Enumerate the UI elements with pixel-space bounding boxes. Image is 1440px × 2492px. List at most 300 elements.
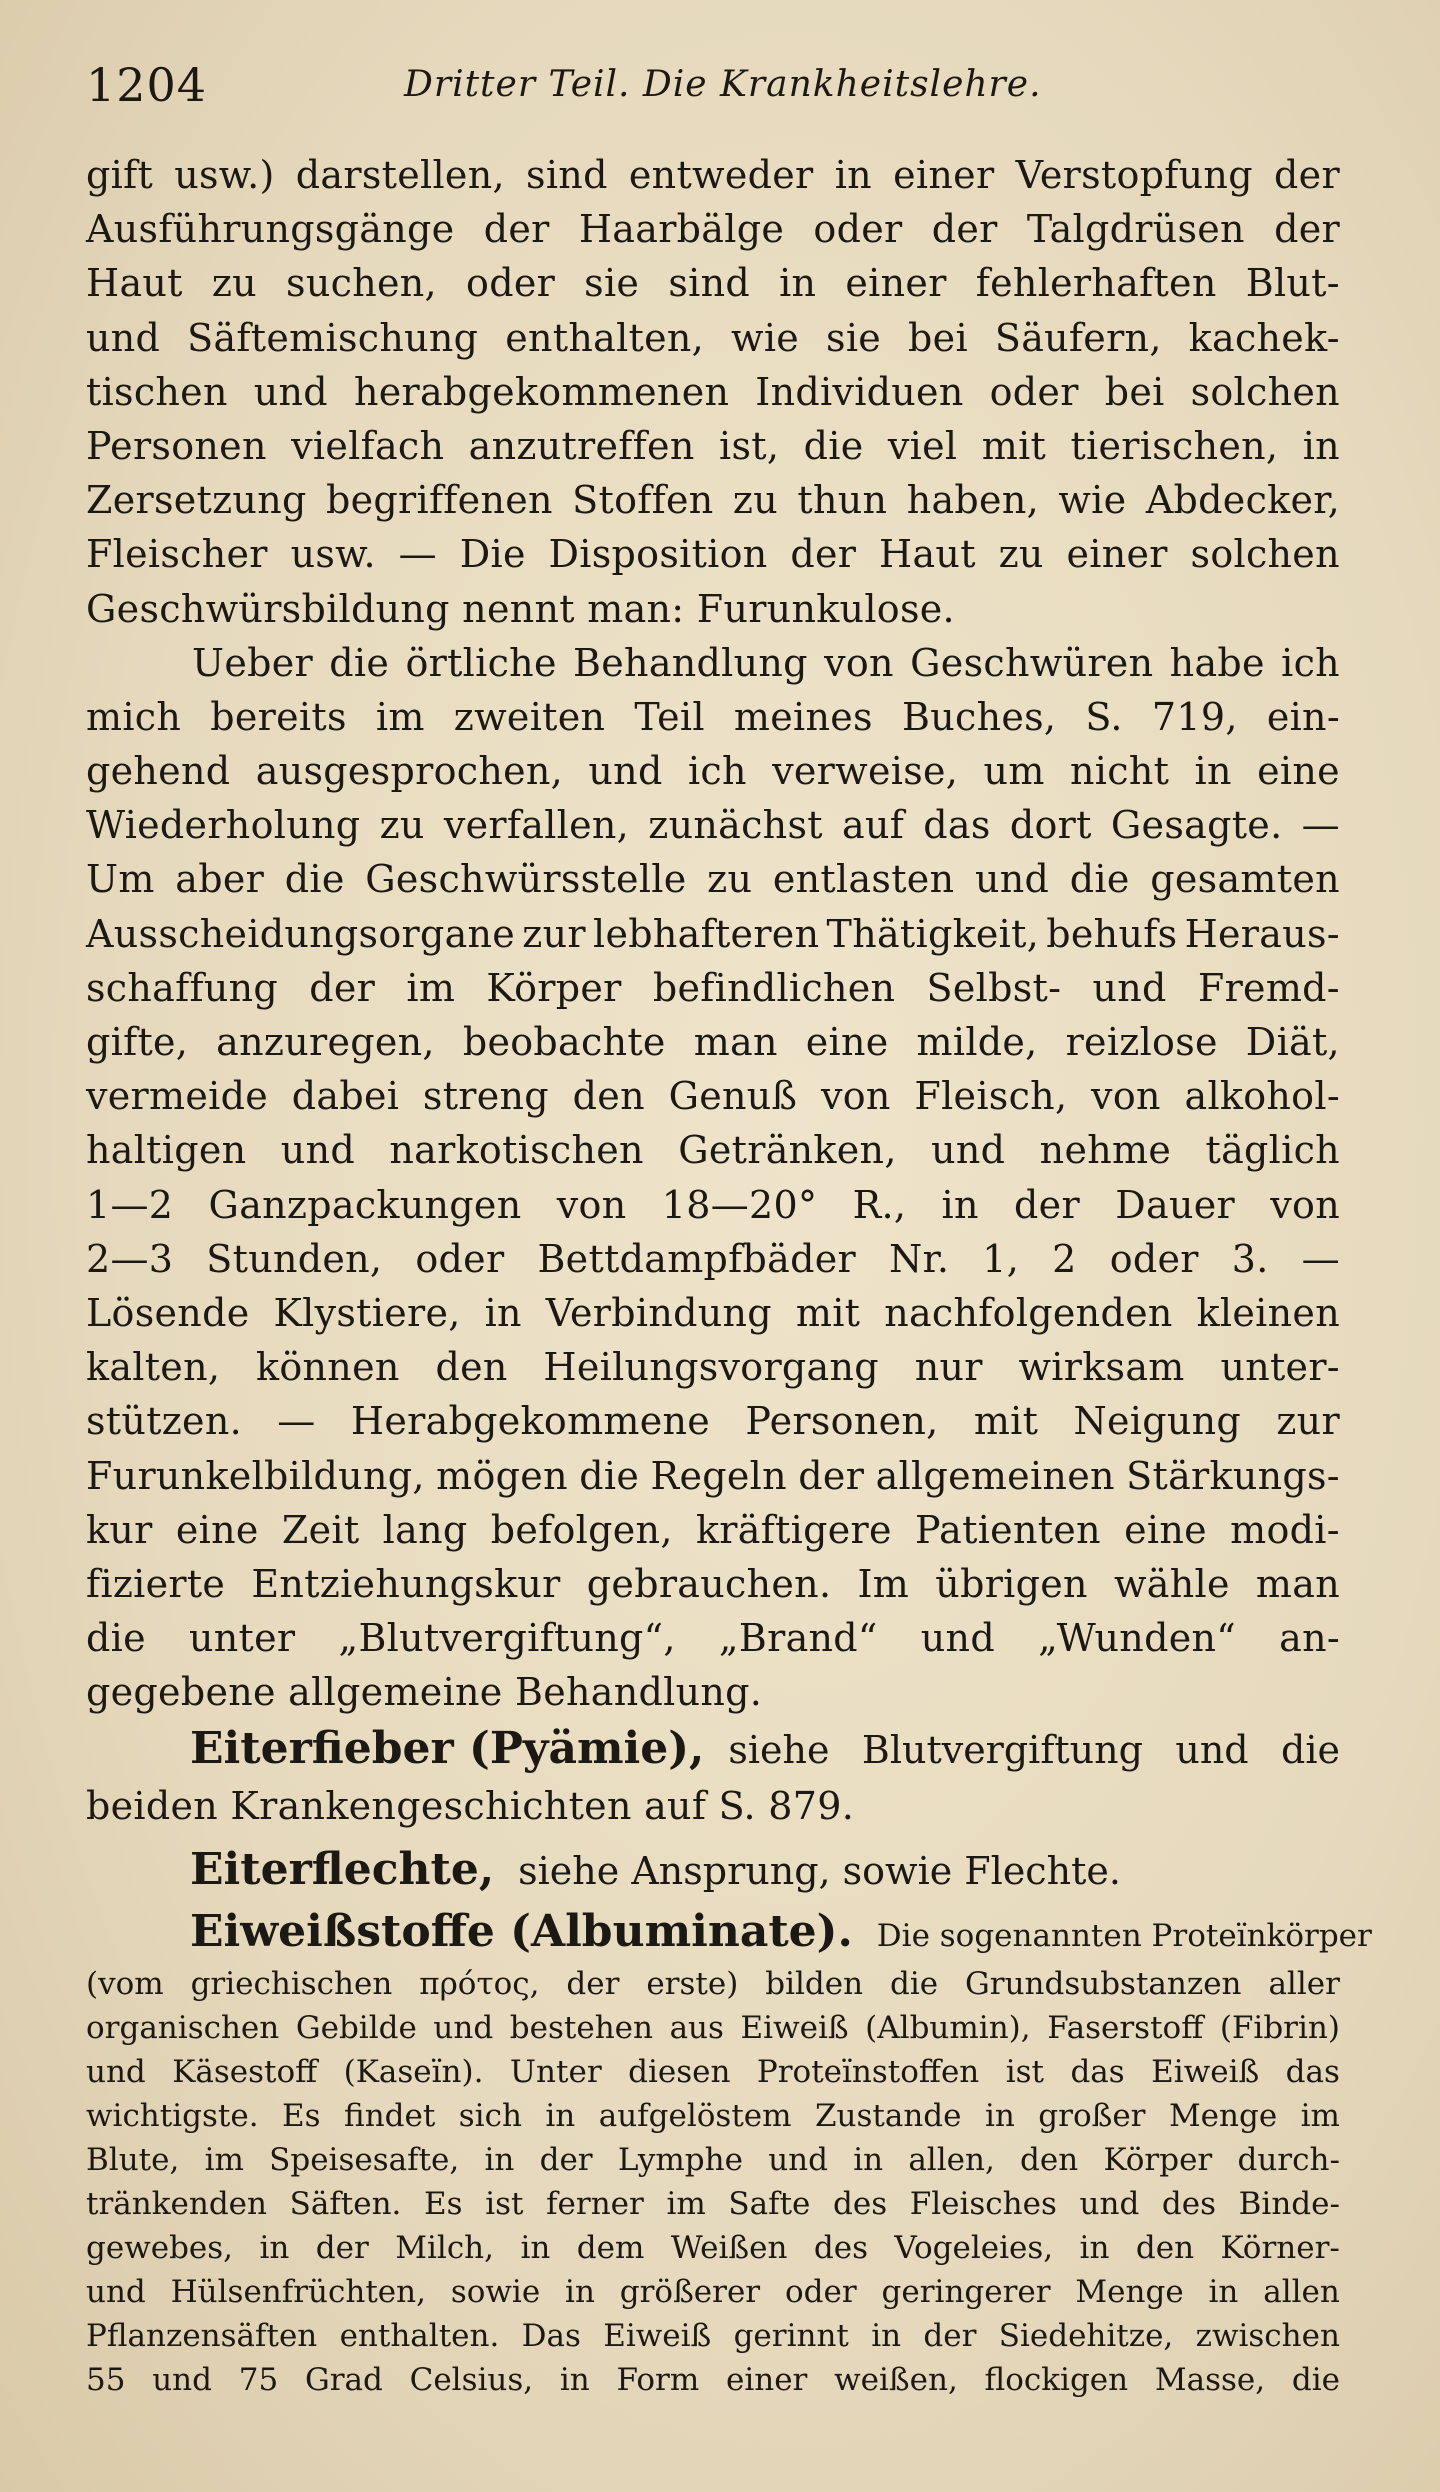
- word: Lösende: [86, 1290, 250, 1335]
- word: Genuß: [668, 1074, 798, 1119]
- word: Dauer: [1115, 1182, 1235, 1227]
- word: zu: [707, 857, 753, 902]
- word: mich: [86, 694, 182, 739]
- word: tierischen,: [1070, 423, 1279, 468]
- word: wichtigste.: [86, 2097, 259, 2134]
- word: Hülsenfrüchten,: [170, 2274, 426, 2311]
- word: Um: [86, 857, 155, 902]
- word: der: [566, 1965, 620, 2002]
- word: Talgdrüsen: [1026, 207, 1245, 252]
- word: unter-: [1220, 1345, 1340, 1390]
- word: einer: [893, 153, 995, 197]
- word: und: [86, 2274, 146, 2311]
- word: in: [520, 2230, 551, 2267]
- word: fehlerhaften: [975, 261, 1217, 306]
- word: im: [375, 694, 425, 739]
- word: Haarbälge: [578, 207, 785, 252]
- word: und: [1079, 2186, 1140, 2223]
- word: wie: [731, 315, 800, 360]
- word: Fremd-: [1197, 965, 1340, 1010]
- word: solchen: [1190, 532, 1340, 577]
- word: einer: [725, 2362, 808, 2399]
- word: oder: [813, 207, 903, 252]
- text-line: [86, 311, 1340, 365]
- word: und: [253, 369, 328, 414]
- word: der: [483, 207, 550, 252]
- text-line: [86, 852, 1340, 906]
- word: flockigen: [984, 2362, 1129, 2399]
- word: oder: [1109, 1236, 1199, 1281]
- word: begriffenen: [325, 478, 553, 523]
- word: Menge: [1168, 2097, 1278, 2134]
- word: Zeit: [281, 1507, 360, 1552]
- word: organischen: [86, 2009, 280, 2046]
- word: der: [923, 2318, 977, 2355]
- word: gesamten: [1150, 857, 1340, 902]
- word: in: [941, 1182, 979, 1227]
- word: sie: [584, 261, 640, 306]
- text-line: [86, 636, 1340, 690]
- paragraph-behandlung: [86, 636, 1340, 1720]
- word: der: [1014, 1182, 1080, 1227]
- entry-text: siehe Ansprung, sowie Flechte.: [518, 1848, 1121, 1893]
- word: ausgesprochen,: [255, 749, 564, 794]
- word: Verstopfung: [1015, 153, 1253, 197]
- word: die: [284, 857, 345, 902]
- text-line: Geschwürsbildung nennt man: Furunkulose.: [86, 586, 955, 631]
- word: aller: [1268, 1965, 1340, 2002]
- word: tischen: [86, 369, 228, 414]
- word: und: [280, 1128, 355, 1173]
- word: das: [1070, 2053, 1125, 2090]
- word: der: [1274, 207, 1340, 252]
- word: „Blutvergiftung“,: [338, 1616, 676, 1661]
- text-line: [86, 419, 1340, 473]
- word: in: [871, 2318, 902, 2355]
- word: und: [768, 2142, 828, 2178]
- word: sie: [826, 315, 882, 360]
- word: Zersetzung: [86, 478, 307, 523]
- entry-heading-line: [86, 1719, 1340, 1779]
- word: entlasten: [772, 857, 955, 902]
- headword-eiweissstoffe: Eiweißstoffe (Albuminate).: [190, 1905, 853, 1957]
- word: eine: [175, 1507, 259, 1552]
- page-number: 1204: [86, 58, 208, 112]
- word: kur: [86, 1507, 153, 1552]
- text-line: [86, 1232, 1340, 1286]
- running-head: Dritter Teil. Die Krankheitslehre.: [404, 64, 1042, 105]
- word: in: [984, 2097, 1015, 2134]
- word: aber: [175, 857, 265, 902]
- word: und: [433, 2009, 494, 2046]
- word: lebhafteren: [593, 911, 820, 956]
- word: Eiweiß: [603, 2318, 712, 2355]
- word: Speisesafte,: [269, 2142, 460, 2178]
- word: Unter: [509, 2053, 602, 2090]
- word: Eiweiß: [1151, 2053, 1260, 2090]
- word: Proteïnstoffen: [756, 2053, 980, 2090]
- word: von: [824, 640, 894, 685]
- word: stützen.: [86, 1399, 242, 1444]
- entry-eiweissstoffe: [86, 1902, 1372, 2403]
- word: ferner: [546, 2186, 644, 2223]
- text-line: [86, 365, 1340, 419]
- word: bereits: [210, 694, 347, 739]
- word: von: [1091, 1074, 1161, 1119]
- word: größerer: [619, 2274, 761, 2311]
- paragraph-furunkulose: [86, 148, 1340, 636]
- word: Nr.: [889, 1236, 950, 1281]
- word: Stunden,: [206, 1236, 383, 1281]
- word: das: [923, 803, 991, 848]
- entry-text: Die sogenannten Proteïnkörper: [876, 1917, 1372, 1954]
- word: in: [484, 2142, 515, 2178]
- word: enthalten,: [505, 315, 705, 360]
- text-line: [86, 1449, 1340, 1503]
- word: der: [798, 1453, 865, 1498]
- word: an-: [1279, 1616, 1340, 1661]
- word: von: [556, 1182, 627, 1227]
- word: Menge: [1075, 2274, 1184, 2311]
- text-line: [86, 907, 1340, 961]
- word: gehend: [86, 749, 231, 794]
- word: Säftemischung: [187, 315, 479, 360]
- word: Stoffen: [572, 478, 714, 523]
- word: sind: [668, 261, 750, 306]
- word: Regeln: [650, 1453, 787, 1498]
- word: einer: [1066, 532, 1168, 577]
- word: vermeide: [86, 1074, 269, 1119]
- word: in: [853, 2142, 884, 2178]
- word: Grundsubstanzen: [964, 1965, 1242, 2002]
- word: 3.: [1231, 1236, 1269, 1281]
- word: Säufern,: [994, 315, 1162, 360]
- word: in: [259, 2230, 290, 2267]
- word: zur: [1276, 1399, 1340, 1444]
- word: mit: [973, 1399, 1039, 1444]
- word: Disposition: [548, 532, 768, 577]
- word: Es: [282, 2097, 321, 2134]
- word: zu: [379, 803, 425, 848]
- word: kleinen: [1196, 1290, 1340, 1335]
- text-line: [86, 1611, 1340, 1665]
- word: Siedehitze,: [998, 2318, 1174, 2355]
- word: im: [406, 965, 456, 1010]
- word: Verbindung: [545, 1290, 772, 1335]
- text-line: [86, 1015, 1340, 1069]
- word: in: [779, 261, 817, 306]
- word: viel: [887, 423, 958, 468]
- word: Fleisch,: [914, 1074, 1068, 1119]
- word: kalten,: [86, 1345, 221, 1390]
- word: haben,: [906, 478, 1039, 523]
- text-line: [86, 1557, 1340, 1611]
- word: dem: [576, 2230, 645, 2267]
- word: Binde-: [1238, 2186, 1340, 2223]
- word: zu: [998, 532, 1044, 577]
- word: des: [833, 2186, 888, 2223]
- word: von: [1270, 1182, 1340, 1227]
- page-header: [86, 58, 1336, 118]
- word: Personen,: [745, 1399, 939, 1444]
- word: meines: [733, 694, 873, 739]
- word: und: [920, 1616, 995, 1661]
- word: in: [559, 2362, 590, 2399]
- word: gebrauchen.: [586, 1561, 832, 1606]
- word: habe: [1169, 640, 1265, 685]
- word: des: [1161, 2186, 1217, 2223]
- word: Ausführungsgänge: [86, 207, 455, 252]
- word: Entziehungskur: [251, 1561, 561, 1606]
- word: um: [983, 749, 1045, 794]
- word: Milch,: [395, 2230, 495, 2267]
- word: Patienten: [915, 1507, 1101, 1552]
- word: Herabgekommene: [350, 1399, 711, 1444]
- word: Individuen: [755, 369, 964, 414]
- word: zunächst: [648, 803, 823, 848]
- word: ist: [485, 2186, 524, 2223]
- word: 55: [86, 2362, 126, 2399]
- word: Selbst-: [926, 965, 1062, 1010]
- word: sowie: [450, 2274, 541, 2311]
- word: enthalten.: [339, 2318, 500, 2355]
- text-line: [86, 527, 1340, 581]
- word: weißen,: [834, 2362, 958, 2399]
- word: S.: [1085, 694, 1123, 739]
- text-line: [86, 2182, 1340, 2226]
- word: Zustande: [814, 2097, 962, 2134]
- word: reizlose: [1065, 1020, 1218, 1064]
- word: Im: [857, 1561, 910, 1606]
- word: zu: [211, 261, 257, 306]
- word: die: [329, 640, 390, 685]
- word: —: [398, 532, 437, 577]
- word: die: [86, 1616, 146, 1661]
- word: bestehen: [509, 2009, 653, 2046]
- word: von: [820, 1074, 891, 1119]
- entry-eiterflechte: [86, 1840, 1340, 1900]
- word: (Albumin),: [865, 2009, 1031, 2046]
- word: Pflanzensäften: [86, 2318, 318, 2355]
- word: allen: [1263, 2274, 1340, 2311]
- word: 2—3: [86, 1236, 174, 1281]
- word: —: [1301, 1236, 1340, 1281]
- word: Faserstoff: [1047, 2009, 1204, 2046]
- word: anzuregen,: [216, 1020, 435, 1064]
- word: vielfach: [291, 423, 445, 468]
- word: den: [1135, 2230, 1195, 2267]
- word: narkotischen: [389, 1128, 644, 1173]
- word: 18—20°: [661, 1182, 818, 1227]
- word: zur: [522, 911, 586, 956]
- word: die: [1069, 857, 1130, 902]
- headword-eiterflechte: Eiterflechte,: [190, 1843, 495, 1895]
- word: Teil: [634, 694, 705, 739]
- word: man: [1255, 1561, 1340, 1606]
- word: ein-: [1266, 694, 1340, 739]
- word: herabgekommenen: [353, 369, 730, 414]
- word: bei: [1104, 369, 1165, 414]
- word: gerinnt: [733, 2318, 849, 2355]
- word: Form: [616, 2362, 700, 2399]
- entry-text: siehe Blutvergiftung und die: [728, 1728, 1340, 1773]
- word: täglich: [1205, 1128, 1340, 1173]
- word: Celsius,: [409, 2362, 534, 2399]
- word: Ganzpackungen: [208, 1182, 522, 1227]
- text-line: [86, 2314, 1340, 2358]
- word: Säften.: [289, 2186, 402, 2223]
- word: kräftigere: [695, 1507, 892, 1552]
- word: Fleisches: [909, 2186, 1057, 2223]
- word: 719,: [1151, 694, 1238, 739]
- word: ist,: [719, 423, 780, 468]
- word: gifte,: [86, 1020, 189, 1064]
- word: der: [790, 532, 857, 577]
- word: dabei: [291, 1074, 400, 1119]
- word: Das: [521, 2318, 581, 2355]
- word: oder: [466, 261, 556, 306]
- text-line: [86, 1286, 1340, 1340]
- word: gift: [86, 153, 154, 197]
- word: Blute,: [86, 2142, 180, 2178]
- word: in: [1079, 2230, 1110, 2267]
- text-line: [86, 2006, 1340, 2050]
- word: die: [1291, 2362, 1340, 2399]
- word: Diät,: [1245, 1020, 1340, 1064]
- word: nehme: [1039, 1128, 1172, 1173]
- word: nachfolgenden: [884, 1290, 1173, 1335]
- word: streng: [422, 1074, 549, 1119]
- word: Masse,: [1154, 2362, 1266, 2399]
- word: das: [1285, 2053, 1340, 2090]
- word: eine: [1124, 1507, 1207, 1552]
- word: zweiten: [453, 694, 606, 739]
- word: milde,: [916, 1020, 1038, 1064]
- word: in: [545, 2097, 576, 2134]
- word: Behandlung: [573, 640, 808, 685]
- word: nur: [914, 1345, 983, 1390]
- word: einer: [845, 261, 947, 306]
- word: erste): [646, 1965, 739, 2002]
- word: zwischen: [1195, 2318, 1340, 2355]
- word: Neigung: [1073, 1399, 1242, 1444]
- text-line: [86, 202, 1340, 256]
- word: Personen: [86, 423, 267, 468]
- word: griechischen: [190, 1965, 393, 2002]
- word: usw.): [174, 153, 275, 197]
- word: usw.: [290, 532, 376, 577]
- word: Geschwürsstelle: [365, 857, 687, 902]
- word: oder: [415, 1236, 505, 1281]
- word: anzutreffen: [468, 423, 695, 468]
- word: kachek-: [1188, 315, 1340, 360]
- text-line: [86, 1962, 1340, 2006]
- word: man: [693, 1020, 778, 1064]
- word: Vogeleies,: [894, 2230, 1054, 2267]
- text-line: gegebene allgemeine Behandlung.: [86, 1670, 763, 1715]
- word: des: [813, 2230, 868, 2267]
- text-line: [86, 1069, 1340, 1123]
- word: 75: [238, 2362, 279, 2399]
- word: im: [666, 2186, 706, 2223]
- word: sind: [526, 153, 608, 197]
- word: verweise,: [772, 749, 959, 794]
- word: oder: [784, 2274, 857, 2311]
- word: in: [834, 153, 872, 197]
- word: Heraus-: [1184, 911, 1340, 956]
- word: Körper: [486, 965, 622, 1010]
- word: den: [435, 1345, 508, 1390]
- word: befindlichen: [652, 965, 896, 1010]
- word: Abdecker,: [1145, 478, 1340, 523]
- word: gewebes,: [86, 2230, 234, 2267]
- word: schaffung: [86, 965, 279, 1010]
- word: und: [152, 2362, 212, 2399]
- word: der: [539, 2142, 593, 2178]
- word: oder: [989, 369, 1079, 414]
- word: die: [803, 423, 864, 468]
- word: in: [484, 1290, 522, 1335]
- word: der: [309, 965, 376, 1010]
- text-line: [86, 2094, 1340, 2138]
- word: Wiederholung: [86, 803, 361, 848]
- text-line: [86, 473, 1340, 527]
- word: Körper: [1103, 2142, 1213, 2178]
- word: aus: [669, 2009, 724, 2046]
- word: übrigen: [935, 1561, 1088, 1606]
- text-line: [86, 2138, 1340, 2182]
- word: mit: [981, 423, 1047, 468]
- word: auf: [842, 803, 905, 848]
- text-line: [86, 961, 1340, 1015]
- word: Blut-: [1245, 261, 1340, 306]
- text-line: [86, 1394, 1340, 1448]
- word: suchen,: [286, 261, 437, 306]
- word: großer: [1038, 2097, 1146, 2134]
- word: und: [1092, 965, 1167, 1010]
- word: Gesagte.: [1110, 803, 1283, 848]
- word: (Kaseïn).: [343, 2053, 484, 2090]
- page-body: [86, 148, 1372, 2403]
- word: Furunkelbildung,: [86, 1453, 425, 1498]
- word: πρότος,: [419, 1965, 540, 2002]
- text-line: [86, 148, 1340, 202]
- word: die: [579, 1453, 640, 1498]
- word: Die: [459, 532, 526, 577]
- word: bei: [908, 315, 968, 360]
- word: tränkenden: [86, 2186, 267, 2223]
- word: dort: [1009, 803, 1092, 848]
- text-line: [86, 1123, 1340, 1177]
- word: und: [974, 857, 1050, 902]
- word: den: [1020, 2142, 1079, 2178]
- word: Ausscheidungsorgane: [86, 911, 516, 956]
- word: in: [1194, 749, 1232, 794]
- word: —: [277, 1399, 316, 1444]
- word: eine: [1257, 749, 1340, 794]
- word: modi-: [1230, 1507, 1340, 1552]
- word: Fleischer: [86, 532, 268, 577]
- word: der: [1274, 153, 1340, 197]
- word: mit: [795, 1290, 861, 1335]
- word: diesen: [628, 2053, 731, 2090]
- word: können: [256, 1345, 400, 1390]
- word: zu: [732, 478, 779, 523]
- word: wähle: [1113, 1561, 1230, 1606]
- word: unter: [188, 1616, 296, 1661]
- word: Körner-: [1220, 2230, 1340, 2267]
- word: und: [86, 315, 161, 360]
